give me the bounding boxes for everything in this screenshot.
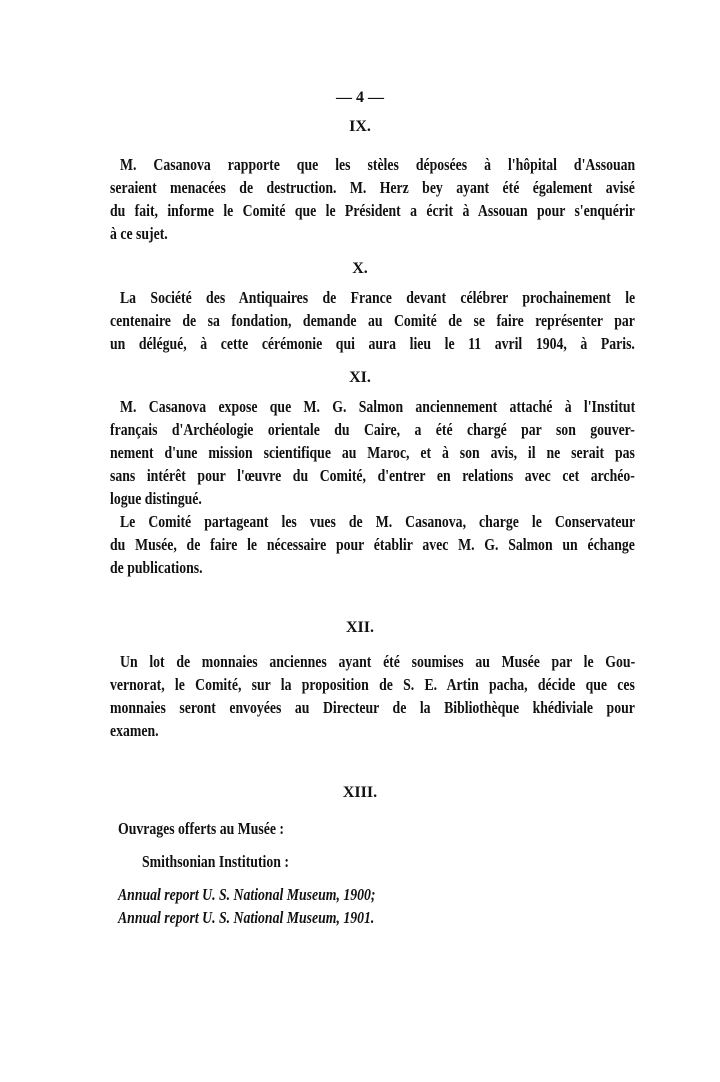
text-line: Ouvrages offerts au Musée : bbox=[118, 819, 284, 838]
text-line: vernorat, le Comité, sur la proposition de S. E. Artin pacha, décide que ces bbox=[110, 675, 635, 694]
text-line: du fait, informe le Comité que le Président a écrit à Assouan pour s'enquérir bbox=[110, 201, 635, 220]
text-line: Annual report U. S. National Museum, 1901. bbox=[118, 908, 375, 927]
section-heading: IX. bbox=[349, 118, 371, 135]
text-line: La Société des Antiquaires de France devant célébrer prochainement le bbox=[120, 288, 636, 307]
text-line: de publications. bbox=[110, 558, 203, 577]
text-line: Annual report U. S. National Museum, 1900; bbox=[118, 885, 376, 904]
text-line: M. Casanova expose que M. G. Salmon anciennement attaché à l'Institut bbox=[120, 397, 636, 416]
text-line: monnaies seront envoyées au Directeur de la Bibliothèque khédiviale pour bbox=[110, 698, 635, 717]
section-heading: X. bbox=[352, 260, 368, 277]
text-line: français d'Archéologie orientale du Caire, a été chargé par son gouver- bbox=[110, 420, 635, 439]
text-line: à ce sujet. bbox=[110, 224, 168, 243]
section-heading: XI. bbox=[349, 369, 371, 386]
text-line: Smithsonian Institution : bbox=[142, 852, 289, 871]
page-number: — 4 — bbox=[336, 89, 384, 106]
text-line: sans intérêt pour l'œuvre du Comité, d'entrer en relations avec cet archéo- bbox=[110, 466, 635, 485]
text-line: seraient menacées de destruction. M. Herz bey ayant été également avisé bbox=[110, 178, 635, 197]
text-line: du Musée, de faire le nécessaire pour établir avec M. G. Salmon un échange bbox=[110, 535, 635, 554]
text-line: Un lot de monnaies anciennes ayant été soumises au Musée par le Gou- bbox=[120, 652, 636, 671]
section-heading: XIII. bbox=[342, 784, 378, 801]
text-line: M. Casanova rapporte que les stèles déposées à l'hôpital d'Assouan bbox=[120, 155, 636, 174]
text-line: nement d'une mission scientifique au Maroc, et à son avis, il ne serait pas bbox=[110, 443, 635, 462]
text-line: examen. bbox=[110, 721, 159, 740]
text-line: un délégué, à cette cérémonie qui aura lieu le 11 avril 1904, à Paris. bbox=[110, 334, 635, 353]
text-line: Le Comité partageant les vues de M. Casanova, charge le Conservateur bbox=[120, 512, 636, 531]
text-line: logue distingué. bbox=[110, 489, 202, 508]
section-heading: XII. bbox=[345, 619, 374, 636]
text-line: centenaire de sa fondation, demande au Comité de se faire représenter par bbox=[110, 311, 635, 330]
